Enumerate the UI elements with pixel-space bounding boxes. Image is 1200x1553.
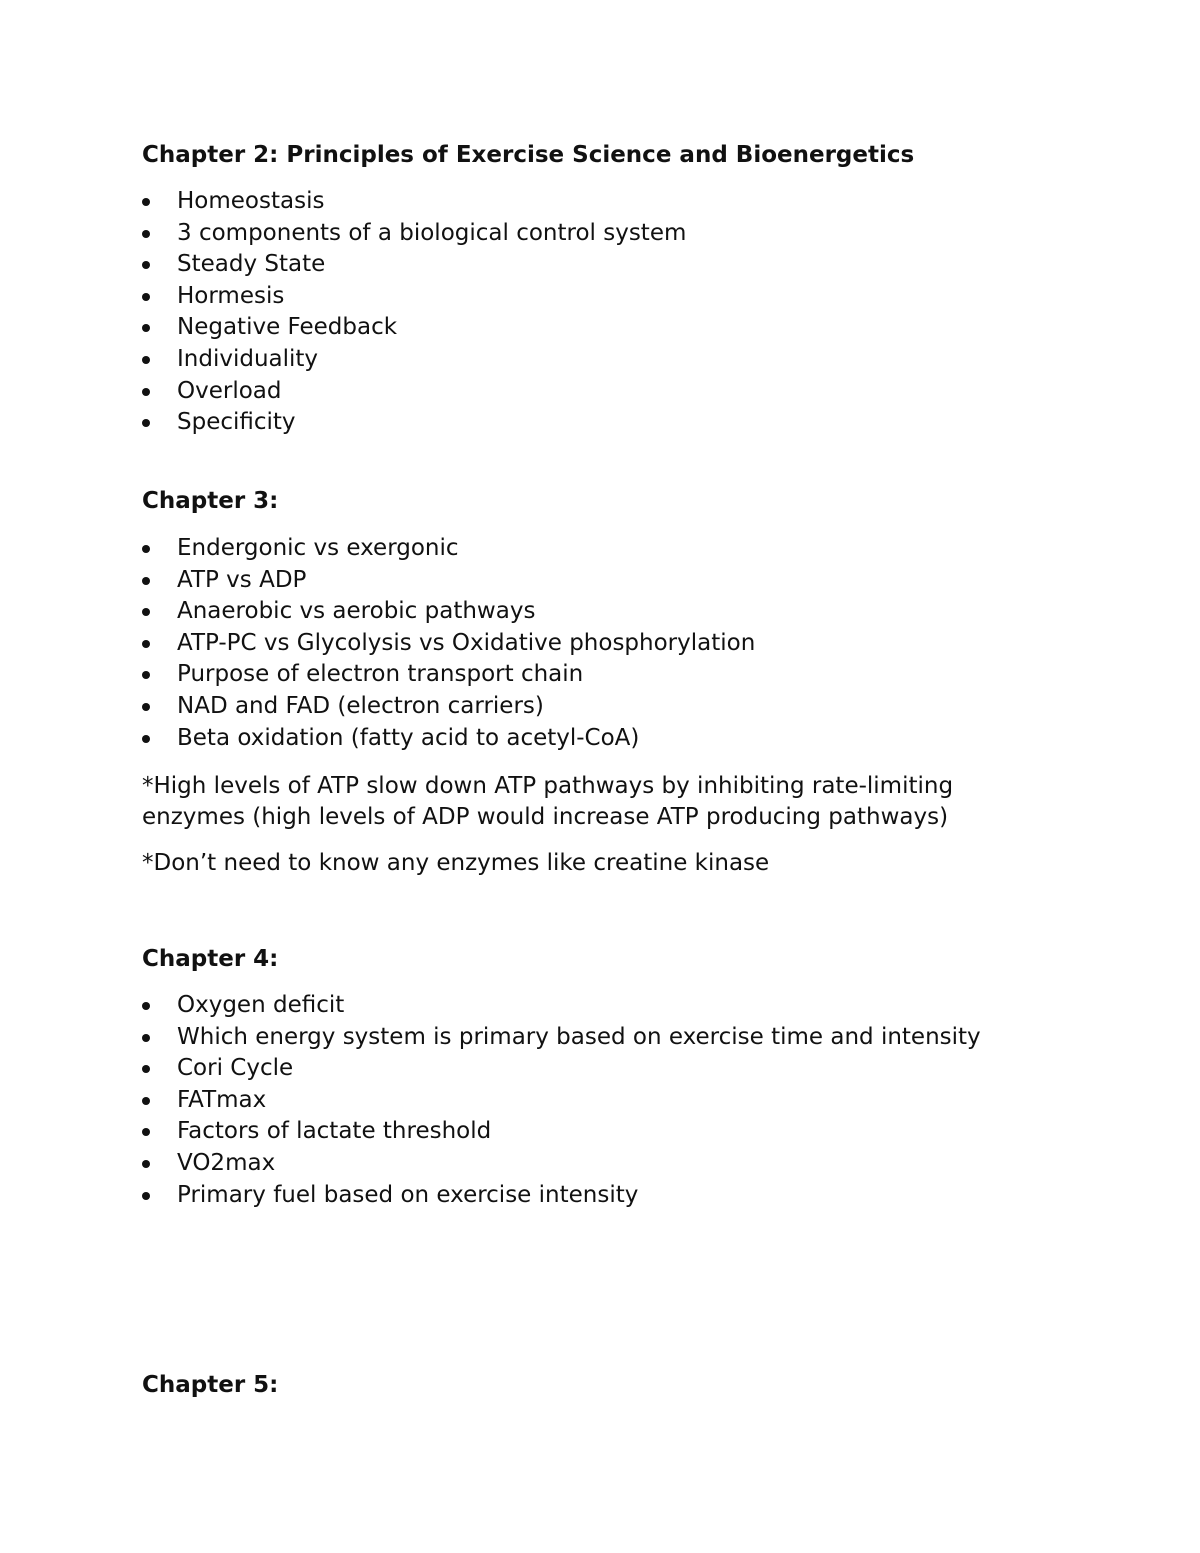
list-item-text: Beta oxidation (fatty acid to acetyl-CoA) (177, 724, 640, 751)
bullet-icon (142, 388, 150, 396)
bullet-icon (142, 703, 150, 711)
list-item-text: Which energy system is primary based on exercise time and intensity (177, 1023, 981, 1050)
list-item (142, 533, 755, 565)
bullet-icon (142, 1002, 150, 1010)
bullet-icon (142, 671, 150, 679)
list-item-text: Purpose of electron transport chain (177, 661, 584, 688)
list-item-text: Primary fuel based on exercise intensity (177, 1181, 639, 1208)
list-item-text: NAD and FAD (electron carriers) (177, 692, 544, 719)
list-item-text: Steady State (177, 251, 326, 278)
list-item-text: Homeostasis (177, 188, 325, 214)
bullet-icon (142, 1160, 150, 1168)
atp-regulation-note (142, 771, 1042, 832)
list-item-text: ATP vs ADP (177, 566, 307, 593)
list-item-text: VO2max (177, 1149, 276, 1176)
bullet-icon (142, 230, 150, 238)
list-item (142, 1022, 981, 1054)
list-item (142, 312, 686, 344)
list-item (142, 1085, 981, 1117)
bullet-icon (142, 356, 150, 364)
bullet-icon (142, 324, 150, 332)
chapter-4-list (142, 990, 981, 1211)
list-item (142, 990, 981, 1022)
list-item-text: Oxygen deficit (177, 992, 345, 1018)
list-item-text: FATmax (177, 1086, 267, 1113)
list-item-text: Negative Feedback (177, 314, 398, 341)
bullet-icon (142, 1097, 150, 1105)
note-line: *High levels of ATP slow down ATP pathways by inhibiting rate-limiting (142, 773, 954, 799)
list-item (142, 344, 686, 376)
chapter-4-heading: Chapter 4: (142, 946, 279, 972)
chapter-2-list (142, 186, 686, 439)
bullet-icon (142, 577, 150, 585)
list-item (142, 218, 686, 250)
chapter-2-heading: Chapter 2: Principles of Exercise Science and Bioenergetics (142, 142, 915, 168)
list-item-text: Anaerobic vs aerobic pathways (177, 598, 536, 625)
list-item (142, 628, 755, 660)
bullet-icon (142, 545, 150, 553)
bullet-icon (142, 198, 150, 206)
bullet-icon (142, 735, 150, 743)
bullet-icon (142, 1065, 150, 1073)
list-item (142, 565, 755, 597)
bullet-icon (142, 261, 150, 269)
list-item (142, 659, 755, 691)
list-item (142, 1116, 981, 1148)
list-item (142, 723, 755, 755)
list-item (142, 376, 686, 408)
list-item (142, 1148, 981, 1180)
bullet-icon (142, 1034, 150, 1042)
bullet-icon (142, 1192, 150, 1200)
list-item-text: Individuality (177, 345, 319, 372)
chapter-3-heading: Chapter 3: (142, 488, 279, 514)
list-item-text: Hormesis (177, 282, 285, 309)
list-item (142, 407, 686, 439)
bullet-icon (142, 419, 150, 427)
list-item-text: ATP-PC vs Glycolysis vs Oxidative phosphorylation (177, 629, 756, 656)
list-item (142, 281, 686, 313)
list-item-text: Endergonic vs exergonic (177, 535, 459, 561)
list-item (142, 1053, 981, 1085)
bullet-icon (142, 640, 150, 648)
list-item-text: Factors of lactate threshold (177, 1118, 492, 1145)
list-item (142, 1180, 981, 1212)
list-item-text: 3 components of a biological control system (177, 219, 687, 246)
list-item-text: Overload (177, 377, 282, 404)
list-item-text: Specificity (177, 409, 296, 436)
list-item (142, 596, 755, 628)
bullet-icon (142, 608, 150, 616)
list-item (142, 186, 686, 218)
note-line: enzymes (high levels of ADP would increase ATP producing pathways) (142, 803, 949, 830)
bullet-icon (142, 293, 150, 301)
list-item-text: Cori Cycle (177, 1055, 294, 1082)
enzymes-note: *Don’t need to know any enzymes like creatine kinase (142, 850, 770, 876)
chapter-5-heading: Chapter 5: (142, 1372, 279, 1398)
bullet-icon (142, 1128, 150, 1136)
list-item (142, 691, 755, 723)
chapter-3-list (142, 533, 755, 754)
list-item (142, 249, 686, 281)
